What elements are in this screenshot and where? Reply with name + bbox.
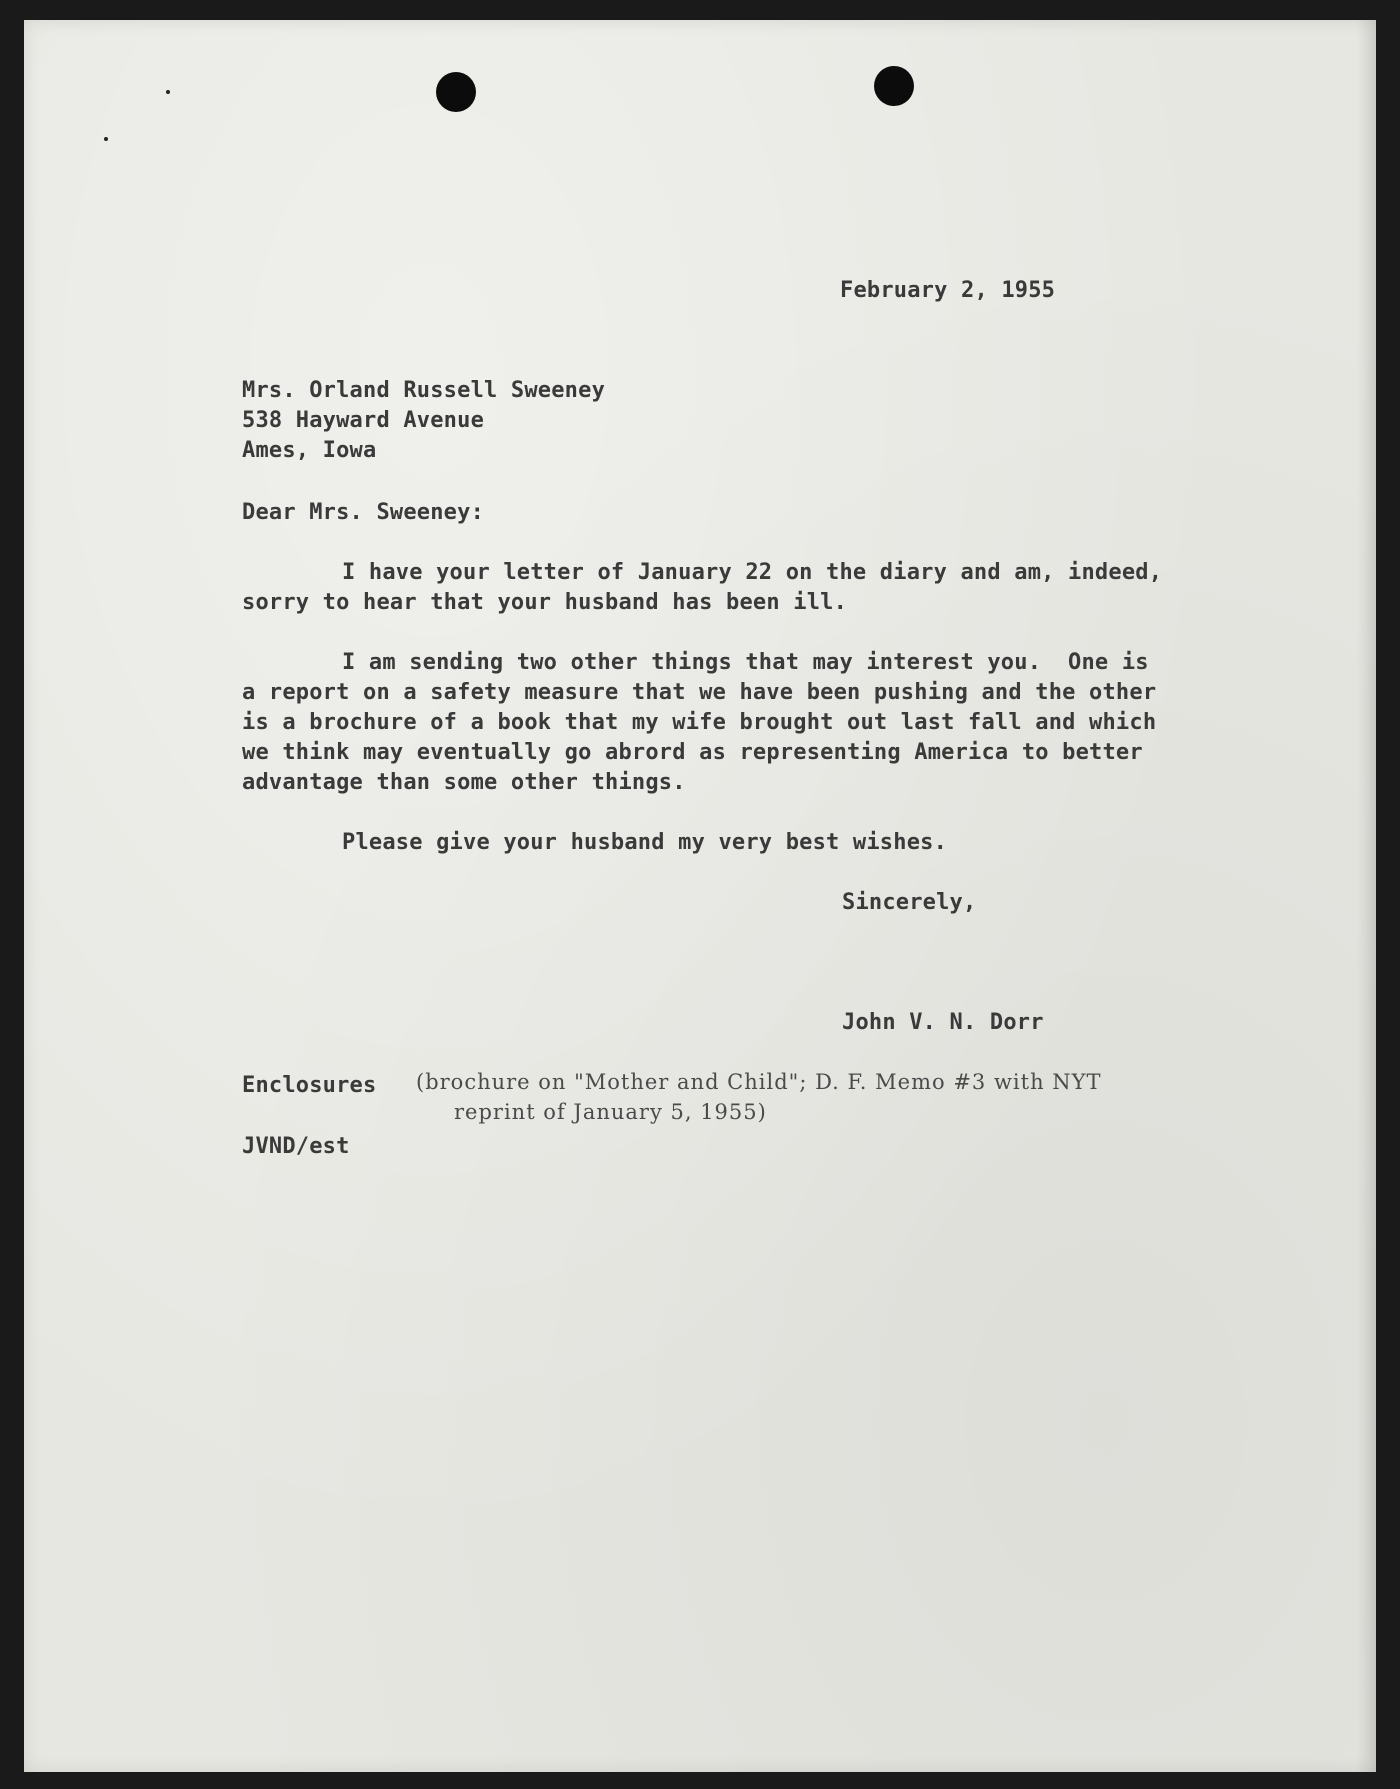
paragraph-line: I have your letter of January 22 on the diary and am, indeed, bbox=[342, 560, 1163, 585]
recipient-line: 538 Hayward Avenue bbox=[242, 408, 485, 433]
paragraph-3: Please give your husband my very best wishes. bbox=[342, 830, 948, 855]
letter-date: February 2, 1955 bbox=[840, 278, 1056, 303]
letter-page bbox=[24, 20, 1376, 1772]
typist-initials: JVND/est bbox=[242, 1134, 350, 1159]
enclosures-note-line: reprint of January 5, 1955) bbox=[454, 1100, 767, 1124]
paragraph-line: advantage than some other things. bbox=[242, 770, 686, 795]
recipient-line: Mrs. Orland Russell Sweeney bbox=[242, 378, 606, 403]
speck-mark bbox=[166, 90, 170, 94]
paragraph-line: we think may eventually go abrord as representing America to better bbox=[242, 740, 1143, 765]
recipient-line: Ames, Iowa bbox=[242, 438, 377, 463]
paper-edge-shadow bbox=[1356, 20, 1376, 1772]
paragraph-line: I am sending two other things that may interest you. One is bbox=[342, 650, 1149, 675]
punch-hole-right bbox=[874, 66, 914, 106]
closing: Sincerely, bbox=[842, 890, 977, 915]
paragraph-line: is a brochure of a book that my wife brought out last fall and which bbox=[242, 710, 1157, 735]
salutation: Dear Mrs. Sweeney: bbox=[242, 500, 485, 525]
speck-mark bbox=[104, 137, 108, 141]
paragraph-line: a report on a safety measure that we have been pushing and the other bbox=[242, 680, 1157, 705]
paragraph-line: sorry to hear that your husband has been ill. bbox=[242, 590, 848, 615]
enclosures-label: Enclosures bbox=[242, 1073, 377, 1098]
signer-name: John V. N. Dorr bbox=[842, 1010, 1044, 1035]
punch-hole-left bbox=[436, 72, 476, 112]
enclosures-note-line: (brochure on "Mother and Child"; D. F. Memo #3 with NYT bbox=[416, 1070, 1102, 1094]
